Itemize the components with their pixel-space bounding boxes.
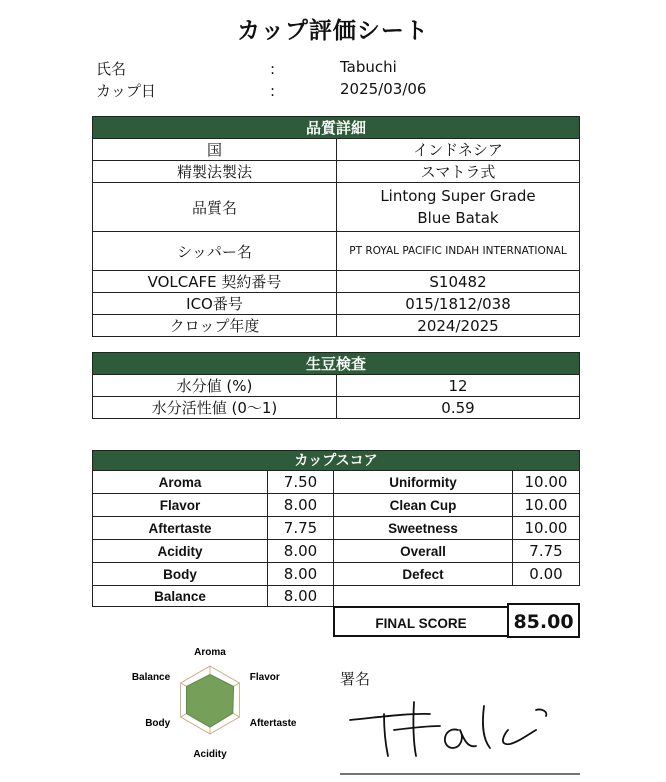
- radar-label-body: Body: [145, 718, 171, 729]
- quality-label: クロップ年度: [93, 315, 337, 337]
- table-row: [334, 471, 580, 494]
- score-label: Body: [93, 563, 268, 586]
- table-row: [93, 586, 334, 607]
- quality-label: ICO番号: [93, 293, 337, 315]
- radar-chart: [110, 628, 320, 772]
- table-row: [93, 517, 334, 540]
- score-label: Defect: [334, 563, 513, 586]
- cup-header: カップスコア: [92, 450, 580, 471]
- score-value: 8.00: [268, 563, 334, 586]
- table-row: [93, 540, 334, 563]
- green-label: 水分活性値 (0～1): [93, 397, 337, 419]
- score-label: Overall: [334, 540, 513, 563]
- date-value: 2025/03/06: [340, 80, 427, 98]
- quality-label: 精製法製法: [93, 161, 337, 183]
- table-row: [93, 183, 580, 232]
- radar-label-balance: Balance: [131, 672, 171, 683]
- radar-area: [186, 675, 233, 728]
- radar-label-aroma: Aroma: [194, 647, 226, 658]
- radar-label-aftertaste: Aftertaste: [249, 718, 297, 729]
- table-row: [334, 517, 580, 540]
- table-row: [93, 397, 580, 419]
- quality-value: [337, 183, 580, 232]
- score-value: 0.00: [513, 563, 580, 586]
- table-row: [93, 293, 580, 315]
- score-value: 7.75: [513, 540, 580, 563]
- table-row: [93, 161, 580, 183]
- score-label: Aftertaste: [93, 517, 268, 540]
- quality-label: 国: [93, 139, 337, 161]
- table-row: [93, 139, 580, 161]
- radar-label-flavor: Flavor: [249, 672, 280, 683]
- score-label: Uniformity: [334, 471, 513, 494]
- radar-label-acidity: Acidity: [193, 749, 227, 760]
- quality-label: 品質名: [93, 183, 337, 232]
- name-separator: :: [270, 60, 276, 78]
- score-label: Clean Cup: [334, 494, 513, 517]
- score-value: 10.00: [513, 517, 580, 540]
- final-score-label: FINAL SCORE: [333, 606, 509, 637]
- score-value: 7.50: [268, 471, 334, 494]
- table-row: [93, 563, 334, 586]
- score-value: 8.00: [268, 494, 334, 517]
- score-value: 10.00: [513, 471, 580, 494]
- score-label: Balance: [93, 586, 268, 607]
- signature-image: [340, 690, 580, 780]
- signature-label: 署名: [340, 670, 371, 688]
- quality-table: [92, 116, 580, 337]
- score-value: 10.00: [513, 494, 580, 517]
- score-value: 7.75: [268, 517, 334, 540]
- table-row: [334, 494, 580, 517]
- table-row: [93, 232, 580, 271]
- score-label: Aroma: [93, 471, 268, 494]
- quality-value: 015/1812/038: [337, 293, 580, 315]
- table-row: [334, 540, 580, 563]
- score-value: 8.00: [268, 540, 334, 563]
- quality-value: S10482: [337, 271, 580, 293]
- date-separator: :: [270, 82, 276, 100]
- green-label: 水分値 (%): [93, 375, 337, 397]
- table-row: [93, 494, 334, 517]
- quality-value: PT ROYAL PACIFIC INDAH INTERNATIONAL: [337, 232, 580, 271]
- quality-label: シッパー名: [93, 232, 337, 271]
- table-row: [93, 271, 580, 293]
- quality-grade-line1: Lintong Super Grade: [380, 187, 536, 205]
- quality-value: スマトラ式: [337, 161, 580, 183]
- table-row: [93, 471, 334, 494]
- quality-header: 品質詳細: [93, 117, 580, 139]
- quality-value: インドネシア: [337, 139, 580, 161]
- quality-grade-line2: Blue Batak: [417, 209, 499, 227]
- table-row: [93, 375, 580, 397]
- quality-label: VOLCAFE 契約番号: [93, 271, 337, 293]
- green-value: 12: [337, 375, 580, 397]
- name-label: 氏名: [96, 60, 127, 78]
- table-row: [334, 563, 580, 586]
- table-row: [93, 315, 580, 337]
- green-table: [92, 352, 580, 419]
- name-value: Tabuchi: [340, 58, 397, 76]
- green-value: 0.59: [337, 397, 580, 419]
- cup-score-right-table: [333, 470, 580, 586]
- cup-score-left-table: [92, 470, 334, 607]
- green-header: 生豆検査: [93, 353, 580, 375]
- score-label: Acidity: [93, 540, 268, 563]
- score-value: 8.00: [268, 586, 334, 607]
- quality-value: 2024/2025: [337, 315, 580, 337]
- score-label: Flavor: [93, 494, 268, 517]
- final-score-value: 85.00: [507, 603, 580, 638]
- date-label: カップ日: [96, 82, 156, 100]
- page-title: カップ評価シート: [237, 18, 429, 44]
- score-label: Sweetness: [334, 517, 513, 540]
